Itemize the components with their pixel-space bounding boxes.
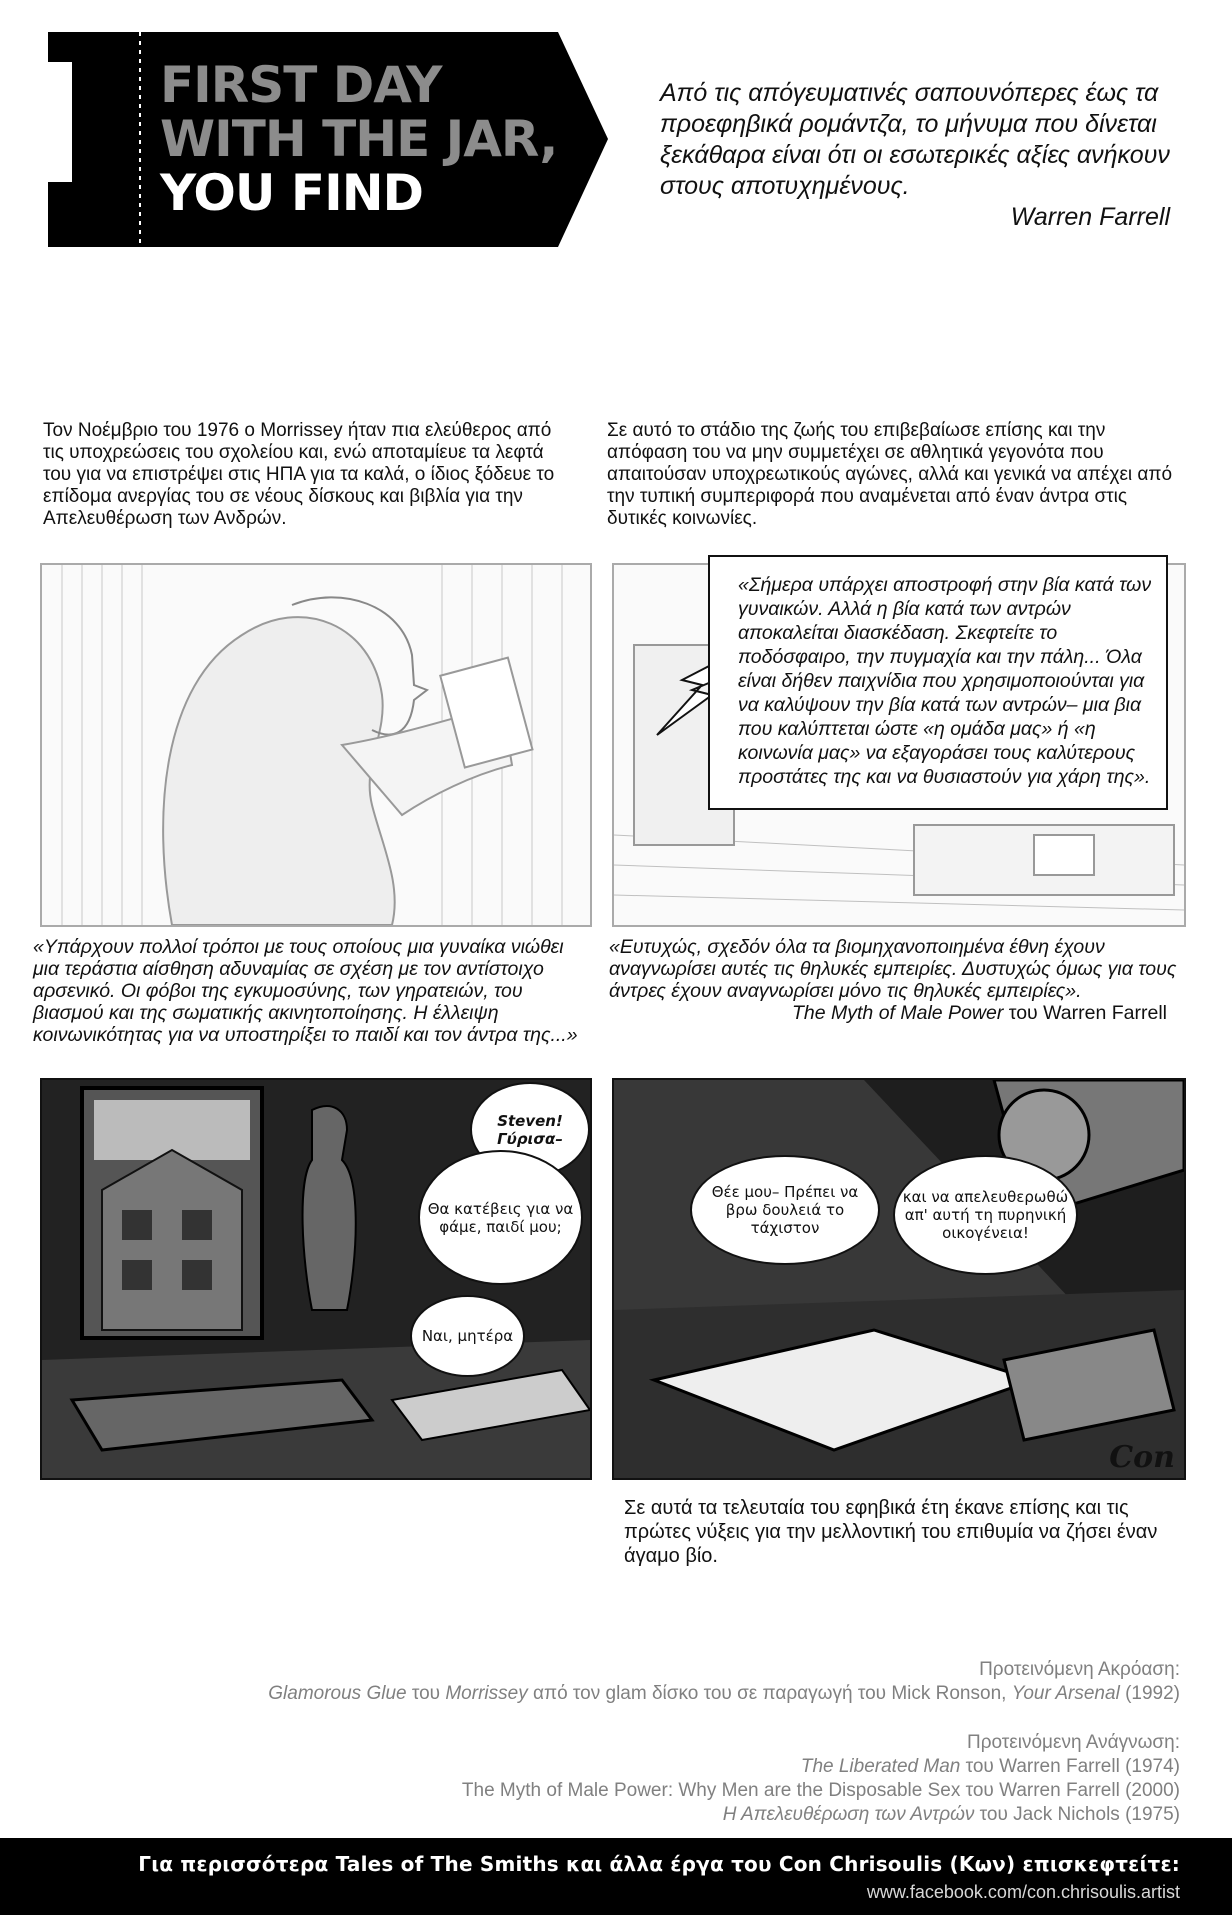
panel-caption-box: «Σήμερα υπάρχει αποστροφή στην βία κατά των γυναικών. Αλλά η βία κατά των αντρών αποκαλείται διασκέδαση. Σκεφτείτε το ποδόσφαιρο, την πυγμαχία και την πάλη... Όλα είναι δήθεν παιχνίδια που χρησιμοποιούνται για να καλύψουν την βία κατά των αντρών– μια βια που καλύπτεται ώστε «η ομάδα μας» ή «η κοινωνία μας» να εξαγοράσει τους καλύτερους προστάτες της και να θυσιαστούν για χάρη της». — [708, 555, 1168, 810]
reading-heading: Προτεινόμενη Ανάγνωση: — [966, 1732, 1180, 1753]
speech-bubble-yes: Ναι, μητέρα — [410, 1295, 525, 1377]
footer-link[interactable]: www.facebook.com/con.chrisoulis.artist — [866, 1882, 1180, 1902]
reading-item: The Myth of Male Power: Why Men are the Disposable Sex του Warren Farrell (2000) — [461, 1780, 1180, 1801]
reading-item: Η Απελευθέρωση των Αντρών του Jack Nichols (1975) — [722, 1804, 1180, 1825]
mid-quote-left: «Υπάρχουν πολλοί τρόποι με τους οποίους μια γυναίκα νιώθει μια τεράστια αίσθηση αδυναμίας σε σχέση με τον αντίστοιχο αρσενικό. Οι φόβοι της εγκυμοσύνης, των γηρατειών, του βιασμού και της σωματικής ακινητοποίησης. Η έλλειψη κοινωνικότητας για να υποστηρίξει το παιδί και τον άντρα της...» — [33, 936, 578, 1046]
listening-item: Glamorous Glue του Morrissey από τον glam δίσκο του σε παραγωγή του Mick Ronson, Your Arsenal (1992) — [268, 1683, 1180, 1704]
panel-desk-scene — [612, 1078, 1186, 1480]
speech-bubble-free: και να απελευθερωθώ απ' αυτή τη πυρηνική οικογένεια! — [893, 1155, 1078, 1275]
suggested-listening — [268, 1658, 1180, 1706]
speech-bubble-job: Θέε μου– Πρέπει να βρω δουλειά το τάχιστον — [690, 1155, 880, 1265]
epigraph-text: Από τις απόγευματινές σαπουνόπερες έως τα προεφηβικά ρομάντζα, το μήνυμα που δίνεται ξεκάθαρα είναι ότι οι εσωτερικές αξίες ανήκουν στους αποτυχημένους. — [660, 79, 1170, 200]
mid-quote-right: «Ευτυχώς, σχεδόν όλα τα βιομηχανοποιημένα έθνη έχουν αναγνωρίσει αυτές τις θηλυκές εμπειρίες. Δυστυχώς όμως για τους άντρες έχουν αναγνωρίσει μόνο τις θηλυκές εμπειρίες». The Myth of Male Power του Warren Farrell — [609, 936, 1177, 1024]
suggested-reading — [462, 1731, 1180, 1827]
bottom-caption: Σε αυτά τα τελευταία του εφηβικά έτη έκανε επίσης και τις πρώτες νύξεις για την μελλοντική του επιθυμία να ζήσει έναν άγαμο βίο. — [624, 1497, 1158, 1567]
artist-signature: Con — [1109, 1440, 1175, 1475]
epigraph-author: Warren Farrell — [1010, 203, 1170, 231]
page-title: FIRST DAY WITH THE JAR, YOU FIND — [160, 56, 558, 222]
panel-reading-illustration — [40, 563, 592, 927]
epigraph — [660, 78, 1170, 233]
listening-heading: Προτεινόμενη Ακρόαση: — [979, 1659, 1180, 1680]
reading-item: The Liberated Man του Warren Farrell (1974) — [800, 1756, 1180, 1777]
speech-bubble-eat: Θα κατέβεις για να φάμε, παιδί μου; — [418, 1150, 583, 1285]
speech-bubble-steven: Steven! Γύρισα– — [470, 1082, 590, 1177]
footer-text: Για περισσότερα Tales of The Smiths και άλλα έργα του Con Chrisoulis (Κων) επισκεφτείτε: — [138, 1852, 1180, 1876]
intro-left-text: Τον Νοέμβριο του 1976 ο Morrissey ήταν πια ελεύθερος από τις υποχρεώσεις του σχολείου και, ενώ αποταμίευε τα λεφτά του για να επιστρέψει στις ΗΠΑ για τα καλά, ο ίδιος ξόδευε το επίδομα ανεργίας του σε νέους δίσκους και βιβλία για την Απελευθέρωση των Ανδρών. — [43, 420, 555, 529]
footer-bar — [0, 1838, 1232, 1915]
intro-right-text: Σε αυτό το στάδιο της ζωής του επιβεβαίωσε επίσης και την απόφαση του να μην συμμετέχει σε αθλητικά γεγονότα που απαιτούσαν υποχρεωτικούς αγώνες, αλλά και γενικά να απέχει από την τυπική συμπεριφορά που αναμένεται από έναν άντρα στις δυτικές κοινωνίες. — [607, 420, 1173, 529]
